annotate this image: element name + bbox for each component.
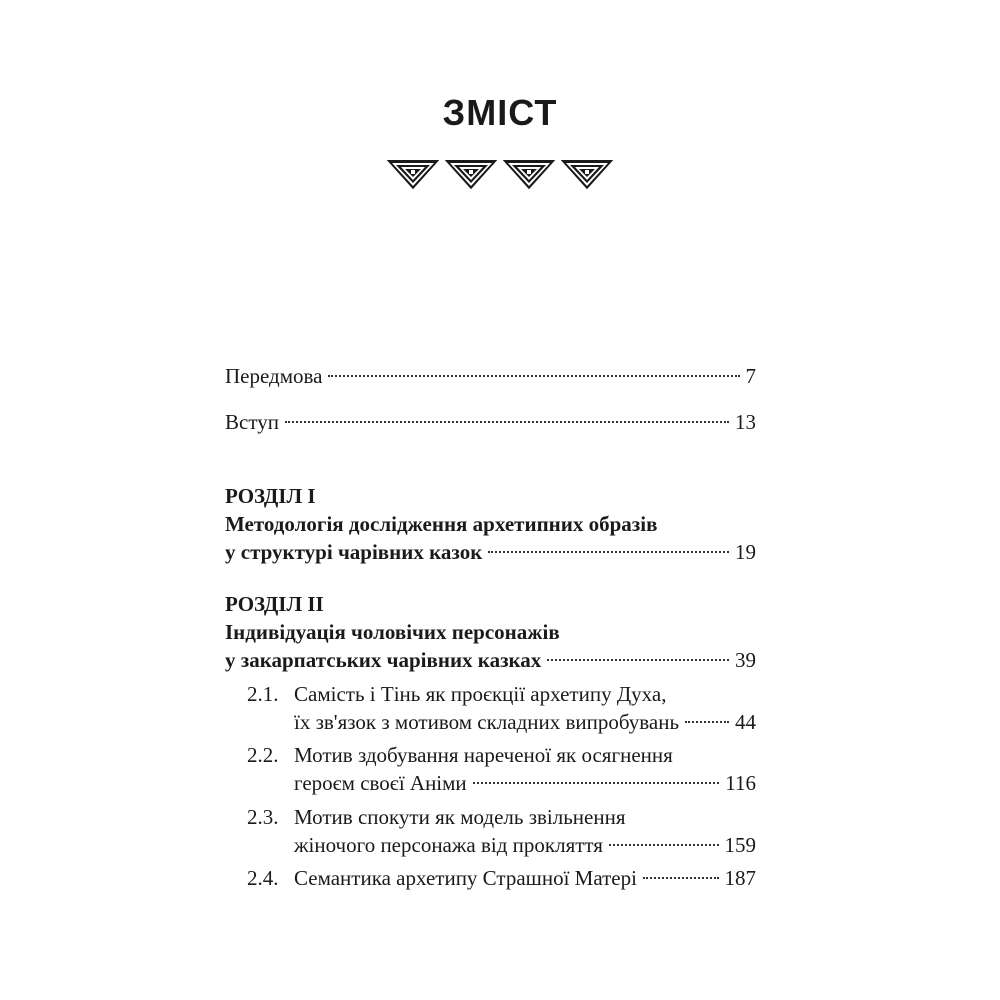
- leader-dots: [488, 551, 729, 553]
- section-number: 2.1.: [247, 682, 279, 706]
- section-title-line: Мотив спокути як модель звільнення: [294, 805, 626, 829]
- toc-entry-section-2-4[interactable]: [294, 864, 756, 892]
- toc-page-number: 13: [735, 410, 756, 434]
- toc-label: Передмова: [225, 364, 323, 388]
- leader-dots: [609, 844, 719, 846]
- toc-label: Вступ: [225, 410, 279, 434]
- toc-label: у закарпатських чарівних казках: [225, 648, 542, 672]
- section-number: 2.4.: [247, 866, 279, 890]
- toc-entry-section-2-1[interactable]: [294, 708, 756, 736]
- toc-page-number: 7: [745, 364, 756, 388]
- section-title-line: Мотив здобування нареченої як осягнення: [294, 743, 673, 767]
- toc-entry-intro[interactable]: [225, 408, 756, 436]
- toc-entry-preface[interactable]: [225, 362, 756, 390]
- toc-entry-section-2-3[interactable]: [294, 831, 756, 859]
- chapter-title-line: Індивідуація чоловічих персонажів: [225, 620, 560, 644]
- toc-entry-chapter-1[interactable]: [225, 538, 756, 566]
- toc-label: у структурі чарівних казок: [225, 540, 483, 564]
- toc-page-number: 116: [725, 771, 756, 795]
- toc-page-number: 187: [724, 866, 756, 890]
- leader-dots: [685, 721, 729, 723]
- toc-label: героєм своєї Аніми: [294, 771, 467, 795]
- toc-entry-section-2-2[interactable]: [294, 769, 756, 797]
- section-number: 2.3.: [247, 805, 279, 829]
- leader-dots: [473, 782, 720, 784]
- toc-page-number: 39: [735, 648, 756, 672]
- toc-page-number: 44: [735, 710, 756, 734]
- section-title-line: Самість і Тінь як проєкції архетипу Духа,: [294, 682, 667, 706]
- toc-page-number: 159: [724, 833, 756, 857]
- leader-dots: [643, 877, 719, 879]
- page-title: ЗМІСТ: [442, 92, 558, 133]
- chapter-heading: РОЗДІЛ І: [225, 484, 316, 508]
- toc-label: Семантика архетипу Страшної Матері: [294, 866, 637, 890]
- leader-dots: [285, 421, 729, 423]
- toc-page-number: 19: [735, 540, 756, 564]
- toc-label: їх зв'язок з мотивом складних випробувань: [294, 710, 680, 734]
- section-number: 2.2.: [247, 743, 279, 767]
- embroidery-ornament-icon: [384, 158, 616, 192]
- leader-dots: [547, 659, 729, 661]
- leader-dots: [328, 375, 739, 377]
- toc-label: жіночого персонажа від прокляття: [294, 833, 603, 857]
- chapter-heading: РОЗДІЛ ІІ: [225, 592, 324, 616]
- chapter-title-line: Методологія дослідження архетипних образів: [225, 512, 658, 536]
- toc-entry-chapter-2[interactable]: [225, 646, 756, 674]
